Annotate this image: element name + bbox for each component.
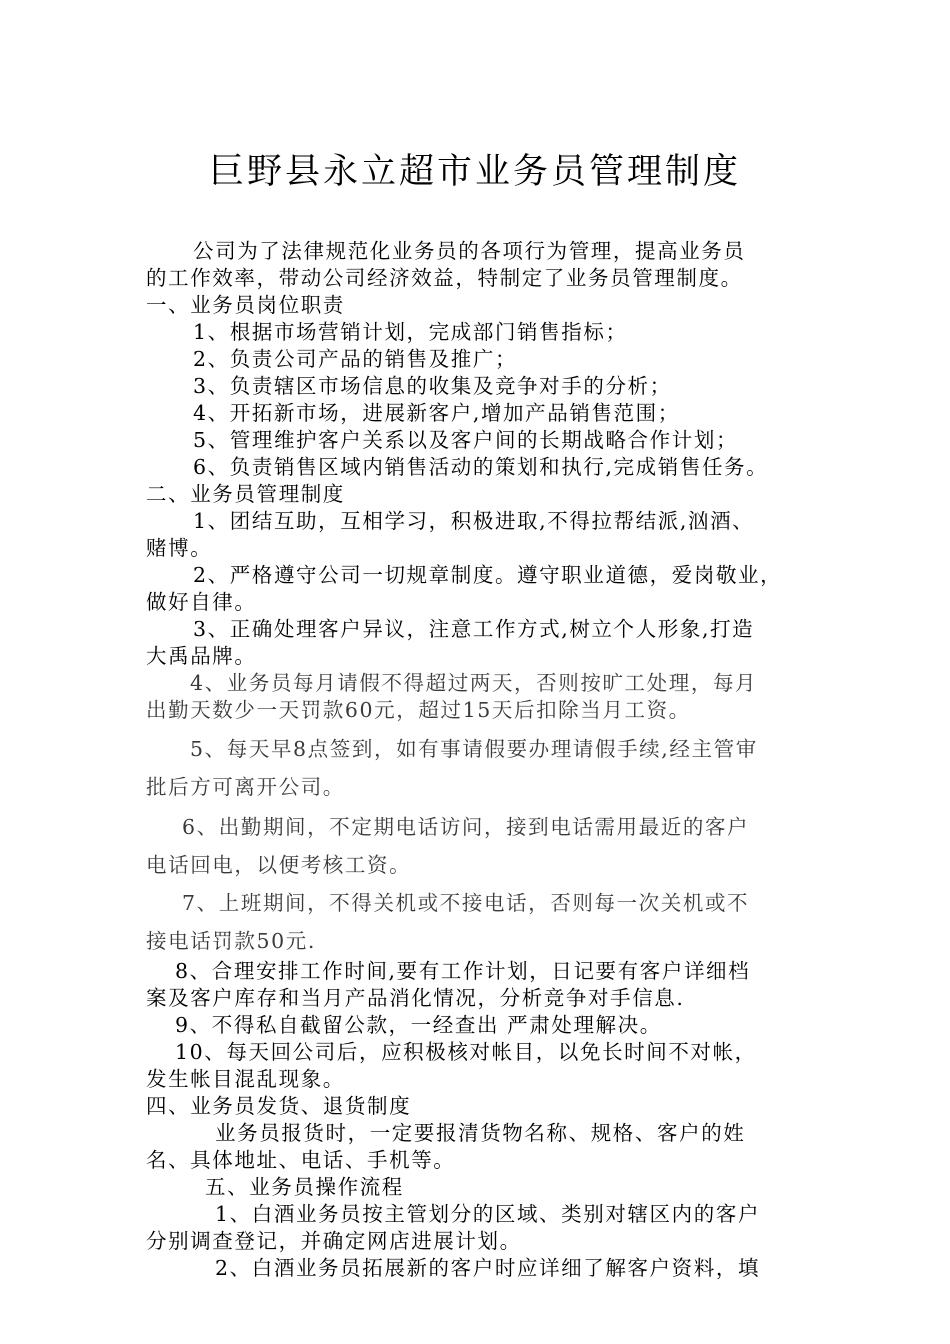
intro-line-2: 的工作效率，带动公司经济效益，特制定了业务员管理制度。 — [146, 266, 743, 290]
rule-item-3-line-1: 3、正确处理客户异议，注意工作方式,树立个人形象,打造 — [193, 617, 755, 641]
rule-item-6-line-2: 电话回电，以便考核工资。 — [146, 853, 412, 877]
rule-item-7-line-2: 接电话罚款50元. — [146, 929, 317, 953]
rule-item-4-line-2: 出勤天数少一天罚款60元，超过15天后扣除当月工资。 — [146, 698, 691, 722]
rule-item-4-line-1: 4、业务员每月请假不得超过两天，否则按旷工处理，每月 — [190, 671, 758, 695]
section-heading-1: 一、业务员岗位职责 — [146, 293, 345, 317]
rule-item-8-line-1: 8、合理安排工作时间,要有工作计划，日记要有客户详细档 — [175, 959, 751, 983]
rule-item-2-line-2: 做好自律。 — [146, 590, 257, 614]
duty-item-5: 5、管理维护客户关系以及客户间的长期战略合作计划； — [193, 428, 739, 452]
process-item-1-line-1: 1、白酒业务员按主管划分的区域、类别对辖区内的客户 — [215, 1202, 761, 1226]
rule-item-9: 9、不得私自截留公款，一经查出 严肃处理解决。 — [175, 1013, 662, 1037]
rule-item-6-line-1: 6、出勤期间，不定期电话访问，接到电话需用最近的客户 — [182, 815, 750, 839]
rule-item-5-line-2: 批后方可离开公司。 — [146, 775, 345, 799]
section-heading-2: 二、业务员管理制度 — [146, 482, 345, 506]
rule-item-8-line-2: 案及客户库存和当月产品消化情况，分析竞争对手信息. — [146, 986, 685, 1010]
intro-line-1: 公司为了法律规范化业务员的各项行为管理，提高业务员 — [193, 239, 746, 263]
duty-item-6: 6、负责销售区域内销售活动的策划和执行,完成销售任务。 — [193, 455, 769, 479]
rule-item-3-line-2: 大禹品牌。 — [146, 644, 257, 668]
duty-item-4: 4、开拓新市场，进展新客户,增加产品销售范围； — [193, 401, 680, 425]
rule-item-7-line-1: 7、上班期间，不得关机或不接电话，否则每一次关机或不 — [182, 891, 750, 915]
duty-item-1: 1、根据市场营销计划，完成部门销售指标； — [193, 320, 628, 344]
duty-item-3: 3、负责辖区市场信息的收集及竞争对手的分析； — [193, 374, 672, 398]
process-item-1-line-2: 分别调查登记，并确定网店进展计划。 — [146, 1229, 522, 1253]
document-title: 巨野县永立超市业务员管理制度 — [208, 152, 741, 192]
process-item-2-line-1: 2、白酒业务员拓展新的客户时应详细了解客户资料，填 — [215, 1256, 761, 1280]
rule-item-2-line-1: 2、严格遵守公司一切规章制度。遵守职业道德，爱岗敬业， — [193, 563, 783, 587]
rule-item-1-line-2: 赌博。 — [146, 536, 213, 560]
duty-item-2: 2、负责公司产品的销售及推广； — [193, 347, 518, 371]
rule-item-10-line-2: 发生帐目混乱现象。 — [146, 1067, 345, 1091]
section-heading-5: 五、业务员操作流程 — [205, 1175, 404, 1199]
shipping-line-1: 业务员报货时，一定要报清货物名称、规格、客户的姓 — [215, 1121, 746, 1145]
rule-item-5-line-1: 5、每天早8点签到，如有事请假要办理请假手续,经主管审 — [190, 737, 758, 761]
section-heading-4: 四、业务员发货、退货制度 — [146, 1094, 412, 1118]
shipping-line-2: 名、具体地址、电话、手机等。 — [146, 1148, 456, 1172]
rule-item-1-line-1: 1、团结互助，互相学习，积极进取,不得拉帮结派,汹酒、 — [193, 509, 755, 533]
rule-item-10-line-1: 10、每天回公司后，应积极核对帐目，以免长时间不对帐， — [175, 1040, 757, 1064]
